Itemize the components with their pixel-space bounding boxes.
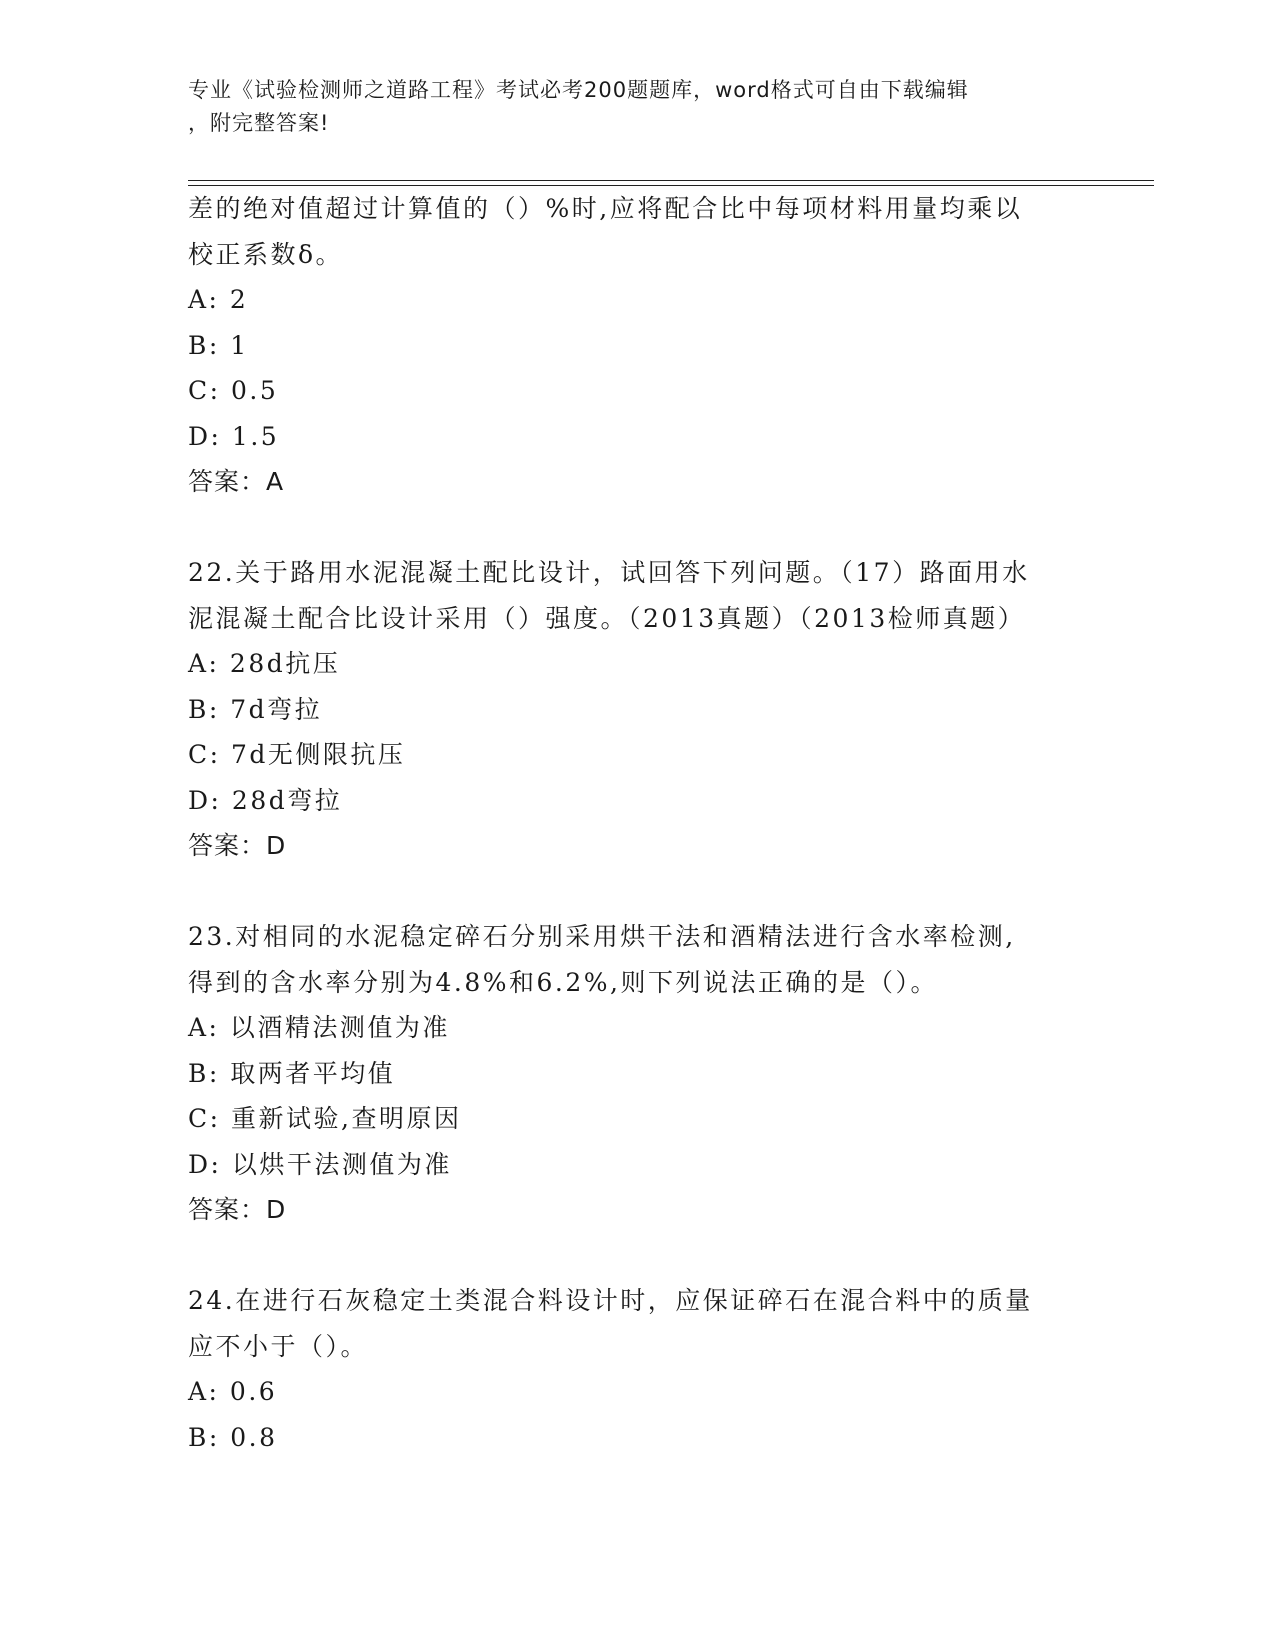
option-d: D: 1.5: [188, 421, 280, 451]
option-c: C: 0.5: [188, 376, 279, 405]
option-b: B: 7d弯拉: [188, 694, 323, 724]
option-c: C: 7d无侧限抗压: [188, 740, 406, 769]
question-stem: 24.在进行石灰稳定土类混合料设计时，应保证碎石在混合料中的质量: [188, 1286, 1033, 1315]
option-b: B: 取两者平均值: [188, 1058, 396, 1088]
option-a: A: 2: [188, 285, 249, 314]
option-a: A: 28d抗压: [188, 649, 341, 678]
question-stem: 差的绝对值超过计算值的（）%时,应将配合比中每项材料用量均乘以: [188, 194, 1023, 223]
question-22: [188, 550, 1088, 869]
question-stem: 23.对相同的水泥稳定碎石分别采用烘干法和酒精法进行含水率检测,: [188, 922, 1016, 951]
option-a: A: 0.6: [188, 1377, 278, 1406]
question-21: [188, 186, 1088, 505]
question-stem: 22.关于路用水泥混凝土配比设计，试回答下列问题。（17）路面用水: [188, 558, 1030, 587]
question-stem: 泥混凝土配合比设计采用（）强度。（2013真题）（2013检师真题）: [188, 603, 1026, 633]
option-d: D: 以烘干法测值为准: [188, 1149, 452, 1179]
header-title-continuation: ，附完整答案!: [188, 111, 330, 135]
header-title-line: 专业《试验检测师之道路工程》考试必考200题题库，word格式可自由下载编辑: [188, 78, 969, 102]
spacer: [188, 505, 1088, 551]
spacer: [188, 1233, 1088, 1279]
option-b: B: 0.8: [188, 1422, 278, 1452]
option-c: C: 重新试验,查明原因: [188, 1104, 462, 1133]
question-stem: 应不小于（）。: [188, 1331, 369, 1361]
answer: 答案：D: [188, 1195, 287, 1224]
option-a: A: 以酒精法测值为准: [188, 1013, 450, 1042]
question-list: [188, 186, 1088, 1460]
question-23: [188, 914, 1088, 1233]
header-divider-top: [188, 180, 1154, 181]
answer: 答案：A: [188, 467, 285, 496]
answer: 答案：D: [188, 831, 287, 860]
question-stem: 校正系数δ。: [188, 239, 344, 269]
option-b: B: 1: [188, 330, 249, 360]
page-header: [188, 74, 1068, 140]
option-d: D: 28d弯拉: [188, 785, 343, 815]
question-24: [188, 1278, 1088, 1460]
spacer: [188, 869, 1088, 915]
question-stem: 得到的含水率分别为4.8%和6.2%,则下列说法正确的是（）。: [188, 967, 938, 997]
